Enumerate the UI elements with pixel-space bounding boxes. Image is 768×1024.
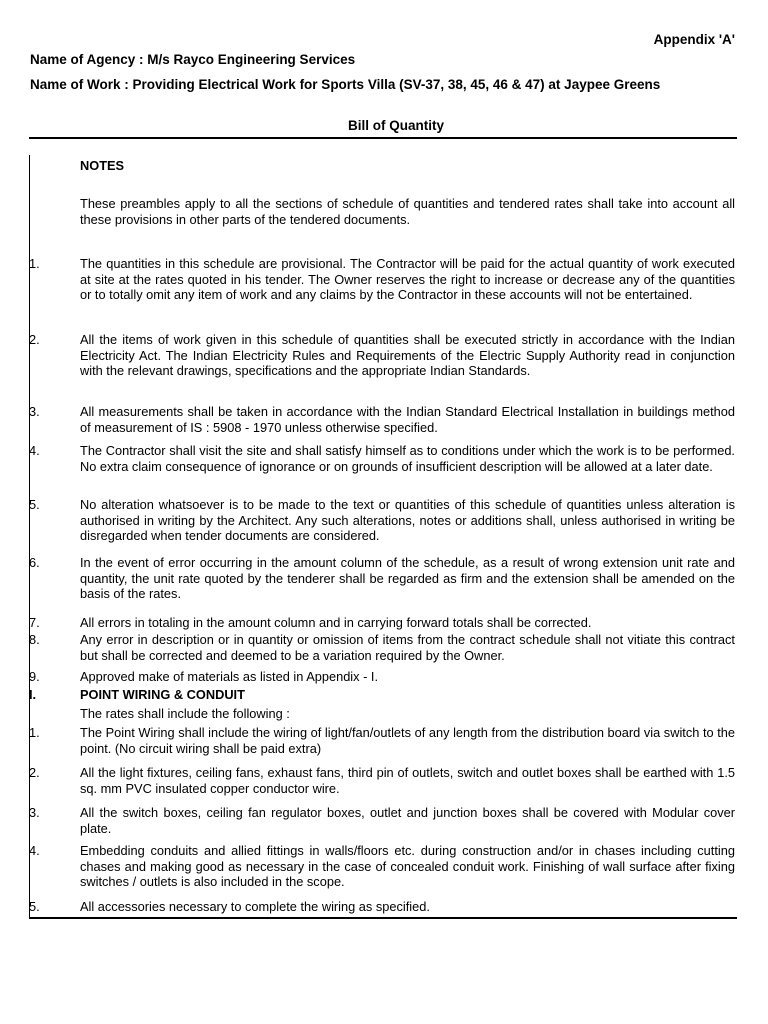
note-number: 5. bbox=[29, 497, 40, 512]
note-text: All errors in totaling in the amount column and in carrying forward totals shall be corrected. bbox=[80, 615, 592, 630]
section-item-number: 3. bbox=[29, 805, 40, 820]
section-item-number: 1. bbox=[29, 725, 40, 740]
note-text: The Contractor shall visit the site and shall satisfy himself as to conditions under which the work is to be performed. No extra claim consequence of ignorance or on grounds of insufficient description will be allowed at a later date. bbox=[80, 443, 735, 474]
section-item-number: 4. bbox=[29, 843, 40, 858]
appendix-label: Appendix 'A' bbox=[653, 32, 735, 47]
section-number: I. bbox=[29, 687, 37, 702]
note-number: 9. bbox=[29, 669, 40, 684]
note-text: All the items of work given in this schedule of quantities shall be executed strictly in accordance with the Indian Electricity Act. The Indian Electricity Rules and Requirements of the Electric Supply Authority read in conjunction with the relevant drawings, specifications and the appropriate Indian Standards. bbox=[80, 332, 735, 379]
bottom-divider bbox=[29, 917, 737, 919]
note-text: All measurements shall be taken in accordance with the Indian Standard Electrical Installation in buildings method of measurement of IS : 5908 - 1970 unless otherwise specified. bbox=[80, 404, 735, 435]
section-item-number: 5. bbox=[29, 899, 40, 914]
note-number: 8. bbox=[29, 632, 40, 647]
document-subtitle: Bill of Quantity bbox=[348, 118, 444, 133]
work-name: Name of Work : Providing Electrical Work for Sports Villa (SV-37, 38, 45, 46 & 47) at Jaypee Greens bbox=[30, 77, 661, 92]
section-item-number: 2. bbox=[29, 765, 40, 780]
note-number: 4. bbox=[29, 443, 40, 458]
note-text: The quantities in this schedule are provisional. The Contractor will be paid for the actual quantity of work executed at site at the rates quoted in his tender. The Owner reserves the right to increase or decrease any of the quantities or to totally omit any item of work and any claims by the Contractor in these accounts will not be entertained. bbox=[80, 256, 735, 303]
section-item-text: The Point Wiring shall include the wiring of light/fan/outlets of any length from the distribution board via switch to the point. (No circuit wiring shall be paid extra) bbox=[80, 725, 735, 756]
note-text: Approved make of materials as listed in Appendix - I. bbox=[80, 669, 379, 684]
notes-heading: NOTES bbox=[80, 158, 125, 173]
section-item-text: All the switch boxes, ceiling fan regulator boxes, outlet and junction boxes shall be covered with Modular cover plate. bbox=[80, 805, 735, 836]
agency-name: Name of Agency : M/s Rayco Engineering Services bbox=[30, 52, 356, 67]
note-text: In the event of error occurring in the amount column of the schedule, as a result of wrong extension unit rate and quantity, the unit rate quoted by the tenderer shall be regarded as firm and the extension shall be amended on the basis of the rates. bbox=[80, 555, 735, 602]
notes-preamble: These preambles apply to all the sections of schedule of quantities and tendered rates shall take into account all these provisions in other parts of the tendered documents. bbox=[80, 196, 735, 227]
note-number: 1. bbox=[29, 256, 40, 271]
note-number: 2. bbox=[29, 332, 40, 347]
section-item-text: Embedding conduits and allied fittings in walls/floors etc. during construction and/or in chases including cutting chases and making good as necessary in the case of concealed conduit work. Finishing of wall surface after fixing switches / outlets is also included in the scope. bbox=[80, 843, 735, 890]
section-item-text: All the light fixtures, ceiling fans, exhaust fans, third pin of outlets, switch and outlet boxes shall be earthed with 1.5 sq. mm PVC insulated copper conductor wire. bbox=[80, 765, 735, 796]
section-item-text: All accessories necessary to complete the wiring as specified. bbox=[80, 899, 430, 914]
top-divider bbox=[29, 137, 737, 139]
note-number: 7. bbox=[29, 615, 40, 630]
note-text: Any error in description or in quantity or omission of items from the contract schedule shall not vitiate this contract but shall be corrected and deemed to be a variation required by the Owner. bbox=[80, 632, 735, 663]
note-text: No alteration whatsoever is to be made to the text or quantities of this schedule of quantities unless alteration is authorised in writing by the Architect. Any such alterations, notes or additions shall, unless authorised in writing be disregarded when tender documents are considered. bbox=[80, 497, 735, 544]
section-heading: POINT WIRING & CONDUIT bbox=[80, 687, 245, 702]
note-number: 6. bbox=[29, 555, 40, 570]
note-number: 3. bbox=[29, 404, 40, 419]
section-intro: The rates shall include the following : bbox=[80, 706, 290, 721]
